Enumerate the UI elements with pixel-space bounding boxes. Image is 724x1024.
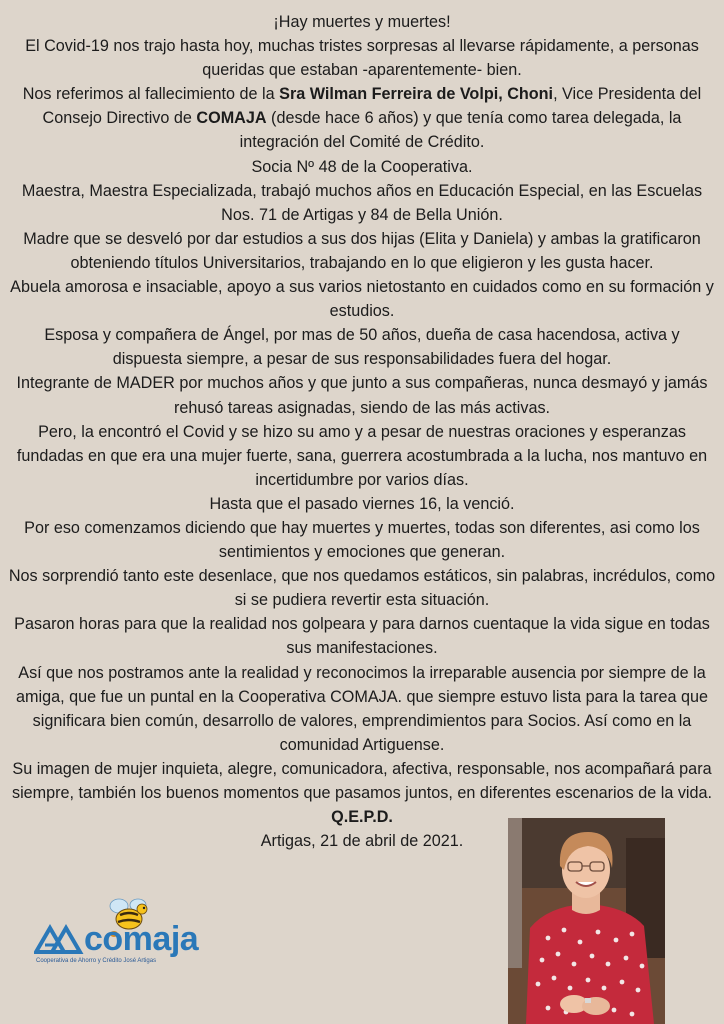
text-segment: El Covid-19 nos trajo hasta hoy, muchas tristes sorpresas al llevarse rápidamente, a personas queridas que estaban -aparentemente- bien. bbox=[25, 37, 699, 80]
text-segment: Pero, la encontró el Covid y se hizo su amo y a pesar de nuestras oraciones y esperanzas fundadas en que era una mujer fuerte, sana, guerrera acostumbrada a la lucha, nos mantuvo en incertidumbre por varios días. bbox=[16, 422, 708, 489]
paragraph bbox=[8, 661, 716, 757]
paragraph bbox=[8, 82, 716, 154]
text-segment: Por eso comenzamos diciendo que hay muertes y muertes, todas son diferentes, asi como los sentimientos y emociones que generan. bbox=[24, 518, 700, 562]
bold-text: Sra Wilman Ferreira de Volpi, Choni bbox=[279, 85, 554, 104]
comaja-logo bbox=[34, 892, 214, 982]
portrait-illustration bbox=[508, 818, 665, 1024]
paragraph bbox=[8, 227, 716, 275]
paragraph bbox=[8, 323, 716, 371]
paragraph bbox=[8, 155, 716, 179]
text-segment: (desde hace 6 años) y que tenía como tarea delegada, la integración del Comité de Crédito. bbox=[239, 109, 682, 152]
text-segment: Maestra, Maestra Especializada, trabajó muchos años en Educación Especial, en las Escuelas Nos. 71 de Artigas y 84 de Bella Unión. bbox=[21, 181, 703, 224]
mountain-mark-icon bbox=[36, 928, 80, 952]
paragraph bbox=[8, 516, 716, 564]
paragraph bbox=[8, 179, 716, 227]
paragraph bbox=[8, 275, 716, 323]
text-segment: Socia Nº 48 de la Cooperativa. bbox=[251, 157, 473, 176]
text-segment: Nos sorprendió tanto este desenlace, que nos quedamos estáticos, sin palabras, incrédulos, como si se pudiera revertir esta situación. bbox=[8, 567, 716, 610]
text-segment: ¡Hay muertes y muertes! bbox=[273, 13, 451, 31]
text-segment: Esposa y compañera de Ángel, por mas de 50 años, dueña de casa hacendosa, activa y dispuesta siempre, a pesar de sus responsabilidades fuera del hogar. bbox=[44, 326, 680, 369]
paragraph bbox=[8, 564, 716, 612]
text-segment: Nos referimos al fallecimiento de la bbox=[22, 85, 280, 104]
text-segment: Abuela amorosa e insaciable, apoyo a sus varios nietostanto en cuidados como en su formación y estudios. bbox=[10, 278, 714, 321]
obituary-text bbox=[8, 10, 716, 853]
text-segment: Pasaron horas para que la realidad nos golpeara y para darnos cuentaque la vida sigue en todas sus manifestaciones. bbox=[14, 615, 710, 658]
portrait-photo bbox=[508, 818, 665, 1024]
paragraph bbox=[8, 10, 716, 34]
text-segment: , Vice Presidenta del Consejo Directivo de bbox=[42, 85, 702, 128]
paragraph bbox=[8, 612, 716, 660]
logo-wordmark: comaja bbox=[84, 920, 199, 958]
place-date: Artigas, 21 de abril de 2021. bbox=[260, 832, 464, 851]
text-segment: Madre que se desveló por dar estudios a sus dos hijas (Elita y Daniela) y ambas la gratificaron obteniendo títulos Universitarios, trabajando en lo que eligieron y les gusta hacer. bbox=[23, 229, 701, 272]
paragraph bbox=[8, 34, 716, 82]
obituary-paragraphs bbox=[8, 10, 716, 805]
text-segment: Hasta que el pasado viernes 16, la venció. bbox=[209, 494, 515, 513]
text-segment: Su imagen de mujer inquieta, alegre, comunicadora, afectiva, responsable, nos acompañará para siempre, también los buenos momentos que pasamos juntos, en diferentes escenarios de la vida. bbox=[11, 759, 713, 802]
paragraph bbox=[8, 420, 716, 492]
paragraph bbox=[8, 371, 716, 419]
paragraph bbox=[8, 492, 716, 516]
logo-tagline: Cooperativa de Ahorro y Crédito José Artigas bbox=[36, 958, 157, 964]
paragraph bbox=[8, 757, 716, 805]
text-segment: Integrante de MADER por muchos años y que junto a sus compañeras, nunca desmayó y jamás rehusó tareas asignadas, siendo de las más activas. bbox=[16, 374, 708, 417]
qepd-heading: Q.E.P.D. bbox=[331, 808, 393, 827]
bold-text: COMAJA bbox=[196, 109, 267, 128]
text-segment: Así que nos postramos ante la realidad y reconocimos la irreparable ausencia por siempre de la amiga, que fue un puntal en la Cooperativa COMAJA. que siempre estuvo lista para la tarea que significara bien común, desarrollo de valores, emprendimientos para Socios. Así como en la comunidad Artiguense. bbox=[16, 663, 708, 754]
